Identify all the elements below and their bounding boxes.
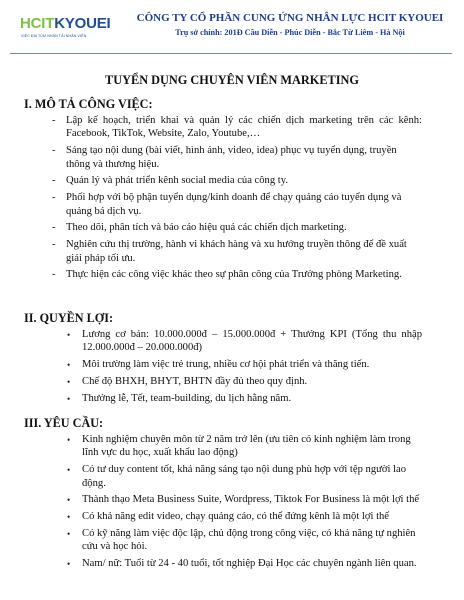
list-item: • Kinh nghiệm chuyên môn từ 2 năm trở lên (ưu tiên có kinh nghiệm làm trong lĩnh vực du học, xuất khẩu lao động)	[67, 434, 411, 459]
list-item: - Sáng tạo nội dung (bài viết, hình ảnh, video, idea) phục vụ tuyển dụng, truyền thông và thương hiệu.	[52, 145, 397, 170]
header-divider	[10, 53, 452, 54]
company-address: Trụ sở chính: 201Đ Cầu Diễn - Phúc Diễn - Bắc Từ Liêm - Hà Nội	[175, 28, 405, 37]
section-heading-benefits: II. QUYỀN LỢI:	[24, 311, 114, 325]
list-item: - Thực hiện các công việc khác theo sự phân công của Trưởng phòng Marketing.	[52, 269, 402, 281]
letterhead	[20, 6, 450, 52]
logo-part-hcit: HCIT	[20, 15, 55, 32]
list-item: - Lập kế hoạch, triển khai và quản lý các chiến dịch marketing trên các kênh: Facebook, TikTok, Website, Zalo, Youtube,…	[52, 115, 422, 140]
list-item: • Thưởng lễ, Tết, team-building, du lịch hằng năm.	[67, 392, 292, 404]
list-item: • Có khả năng edit video, chạy quảng cáo, có thể đứng kênh là một lợi thế	[67, 511, 390, 523]
list-item: • Nam/ nữ: Tuổi từ 24 - 40 tuổi, tốt nghiệp Đại Học các chuyên ngành liên quan.	[67, 558, 417, 570]
logo-part-kyouei: KYOUEI	[54, 15, 111, 32]
page-title: TUYỂN DỤNG CHUYÊN VIÊN MARKETING	[105, 73, 359, 87]
list-item: - Phối hợp với bộ phận tuyển dụng/kinh doanh để chạy quảng cáo tuyển dụng và quảng bá dịch vụ.	[52, 192, 402, 217]
section-heading-job-description: I. MÔ TẢ CÔNG VIỆC:	[24, 97, 153, 111]
list-item: - Theo dõi, phân tích và báo cáo hiệu quả các chiến dịch marketing.	[52, 222, 347, 234]
list-item: • Có kỹ năng làm việc độc lập, chủ động trong công việc, có khả năng tự nghiên cứu và học hỏi.	[67, 528, 416, 553]
list-item: • Thành thạo Meta Business Suite, Wordpress, Tiktok For Business là một lợi thế	[67, 494, 420, 506]
requirements-list	[67, 433, 422, 574]
list-item: - Quản lý và phát triển kênh social media của công ty.	[52, 175, 289, 187]
list-item: • Có tư duy content tốt, khả năng sáng tạo nội dung phù hợp với tệp người lao động.	[67, 464, 406, 489]
list-item: • Chế độ BHXH, BHYT, BHTN đầy đủ theo quy định.	[67, 376, 308, 387]
section-heading-requirements: III. YÊU CẦU:	[24, 416, 104, 430]
job-description-list	[52, 114, 422, 285]
benefits-list	[67, 328, 422, 409]
list-item: • Môi trường làm việc trẻ trung, nhiều cơ hội phát triển và thăng tiến.	[67, 359, 370, 371]
company-name: CÔNG TY CỔ PHẦN CUNG ỨNG NHÂN LỰC HCIT KYOUEI	[136, 12, 444, 24]
list-item: - Nghiên cứu thị trường, hành vi khách hàng và xu hướng truyền thông để đề xuất giải pháp tối ưu.	[52, 239, 407, 264]
list-item: • Lương cơ bản: 10.000.000đ – 15.000.000đ + Thưởng KPI (Tổng thu nhập 12.000.000đ – 20.000.000đ)	[67, 329, 422, 354]
company-logo	[20, 16, 120, 42]
logo-wordmark	[20, 16, 111, 32]
logo-tagline: VIỆC ĐỊA TÙM NHÂN TÀI NHÂN VIÊN	[21, 34, 87, 38]
